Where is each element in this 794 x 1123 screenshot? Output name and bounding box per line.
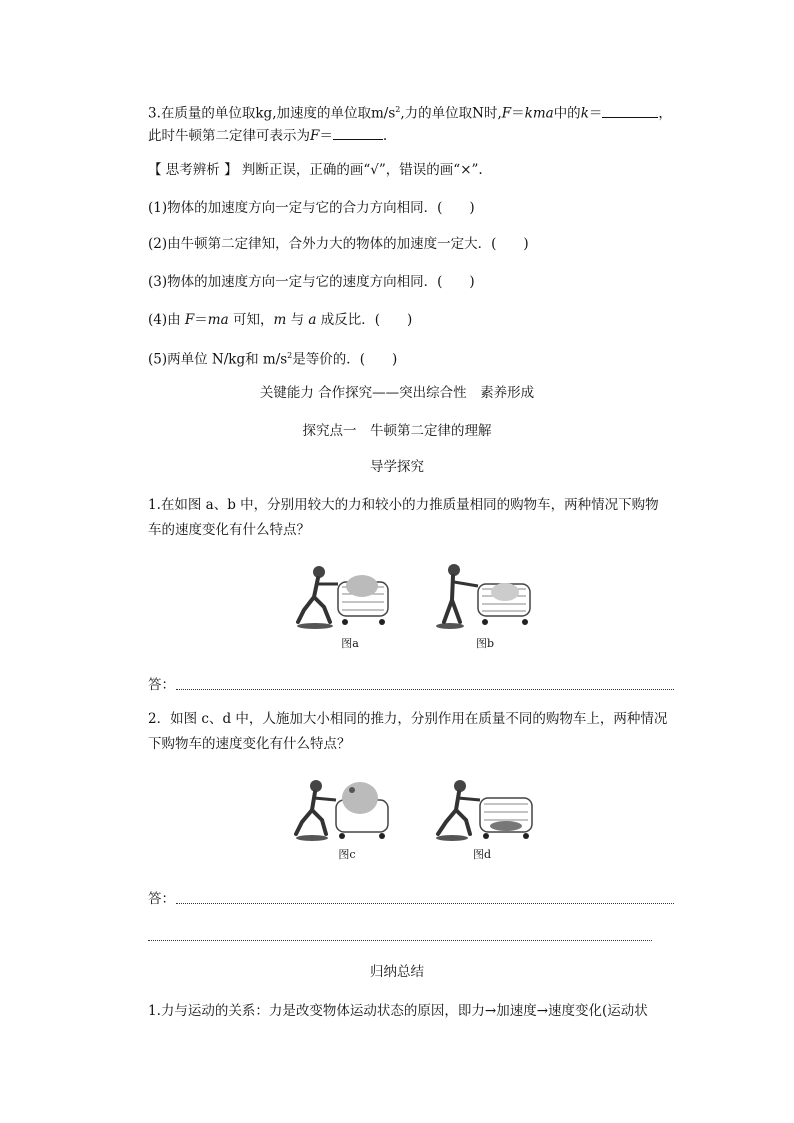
summary-title: 归纳总结 bbox=[370, 964, 424, 980]
formula-answer-blank[interactable] bbox=[333, 125, 383, 140]
think-heading bbox=[148, 160, 483, 180]
judgment-2: (2)由牛顿第二定律知，合外力大的物体的加速度一定大．( ) bbox=[148, 236, 529, 252]
judgment-5: (5)两单位 N/kg和 $m/s^2$是等价的．( ) bbox=[148, 351, 398, 368]
figure-c-label: 图c bbox=[338, 848, 356, 861]
question-1-line-2: 车的速度变化有什么特点？ bbox=[148, 522, 310, 538]
figure-b-image bbox=[430, 562, 545, 632]
judgment-1: (1)物体的加速度方向一定与它的合力方向相同．( ) bbox=[148, 200, 475, 216]
summary-line-1: 1.力与运动的关系：力是改变物体运动状态的原因，即力→加速度→速度变化(运动状 bbox=[148, 1003, 648, 1019]
think-label: 【 思考辨析 】 bbox=[148, 162, 238, 178]
judgment-4: (4)由 F＝ma 可知，m 与 a 成反比．( ) bbox=[148, 312, 413, 328]
section-title: 关键能力 合作探究——突出综合性 素养形成 bbox=[259, 385, 535, 401]
figure-a-image bbox=[290, 562, 400, 632]
answer-1-label: 答： bbox=[148, 677, 175, 693]
think-instruction: 判断正误，正确的画“√”，错误的画“×”. bbox=[241, 162, 483, 178]
figure-c-image bbox=[290, 776, 405, 844]
figure-d-label: 图d bbox=[472, 848, 492, 861]
question-3-line-2: 此时牛顿第二定律可表示为F＝ . bbox=[148, 125, 387, 146]
guide-title: 导学探究 bbox=[370, 459, 424, 475]
figure-a-label: 图a bbox=[341, 637, 359, 650]
answer-2-line-1[interactable] bbox=[176, 903, 674, 904]
question-2-line-1: 2．如图 c、d 中，人施加大小相同的推力，分别作用在质量不同的购物车上，两种情况 bbox=[148, 711, 668, 727]
k-answer-blank[interactable] bbox=[602, 103, 658, 118]
answer-2-label: 答： bbox=[148, 891, 175, 907]
answer-2-line-2[interactable] bbox=[148, 940, 652, 941]
explore-title: 探究点一 牛顿第二定律的理解 bbox=[302, 423, 492, 439]
question-1-line-1: 1.在如图 a、b 中，分别用较大的力和较小的力推质量相同的购物车，两种情况下购物 bbox=[148, 497, 659, 513]
question-2-line-2: 下购物车的速度变化有什么特点？ bbox=[148, 736, 351, 752]
answer-1-line[interactable] bbox=[176, 689, 674, 690]
figure-d-image bbox=[430, 776, 545, 844]
figure-b-label: 图b bbox=[475, 637, 495, 650]
question-3-line-1: 3.在质量的单位取kg,加速度的单位取$m/s^2$,力的单位取N时,F＝kma中的k＝ ， bbox=[148, 100, 672, 124]
judgment-3: (3)物体的加速度方向一定与它的速度方向相同．( ) bbox=[148, 274, 475, 290]
